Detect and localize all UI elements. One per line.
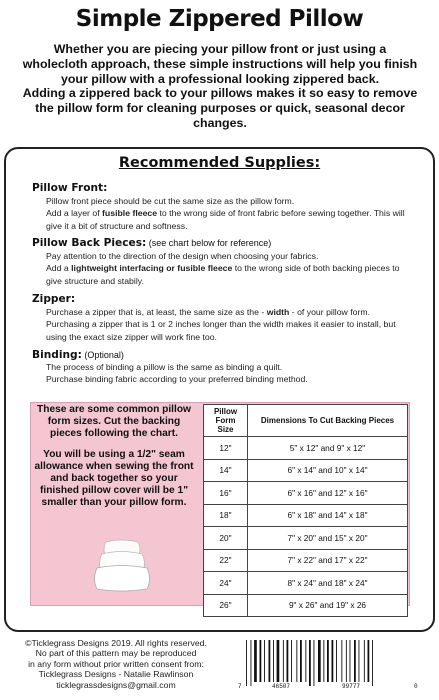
barcode-bar <box>254 640 257 682</box>
barcode-bar <box>291 640 292 682</box>
copyright-line-3: in any form without prior written consent from: <box>28 658 204 669</box>
table-row <box>204 549 408 572</box>
barcode-image <box>238 640 422 692</box>
cell-size: 18" <box>204 504 248 527</box>
cell-size: 16" <box>204 482 248 505</box>
barcode-bar <box>309 640 311 686</box>
table-row <box>204 437 408 460</box>
barcode-group-1: 46507 <box>272 683 291 690</box>
barcode-bar <box>323 640 324 682</box>
barcode-group-2: 99777 <box>342 683 361 690</box>
cell-dimensions: 7" x 20" and 15" x 20" <box>248 527 408 550</box>
copyright-line-4: Ticklegrass Designs - Natalie Rawlinson <box>38 669 194 680</box>
binding-body <box>46 361 416 386</box>
page-title: Simple Zippered Pillow <box>75 6 364 32</box>
chart-info-paragraph-2: You will be using a 1/2" seam allowance when sewing the front and back together so your finished pillow cover will be 1" smaller than your pillow form. <box>34 448 194 509</box>
copyright-line-1: ©Ticklegrass Designs 2019. All rights reserved. <box>25 638 207 648</box>
barcode-bar <box>350 640 351 682</box>
table-row <box>204 459 408 482</box>
supplies-title: Recommended Supplies: <box>118 155 321 171</box>
barcode-bar <box>251 640 252 686</box>
barcode-bar <box>318 640 321 682</box>
copyright-email: ticklegrassdesigns@gmail.com <box>56 679 176 690</box>
pillow-back-body <box>46 250 416 287</box>
barcode-bar <box>314 640 315 686</box>
barcode-bar <box>273 640 274 682</box>
pillow-front-line-2: Add a layer of fusible fleece to the wrong side of front fabric before sewing together. This will give it a bit of structure and softness. <box>46 208 405 231</box>
barcode-bar <box>364 640 365 682</box>
cell-size: 26" <box>204 594 248 617</box>
cell-dimensions: 6" x 18" and 14" x 18" <box>248 504 408 527</box>
barcode-bar <box>305 640 306 682</box>
barcode-bar <box>277 640 280 682</box>
barcode-bar <box>359 640 360 682</box>
barcode-bar <box>260 640 262 682</box>
cell-size: 22" <box>204 549 248 572</box>
table-row <box>204 527 408 550</box>
barcode-bar <box>327 640 329 682</box>
cell-size: 12" <box>204 437 248 460</box>
intro-paragraph-1: Whether you are piecing your pillow front or just using a wholecloth approach, these simple instructions will help you finish your pillow with a professional looking zippered back. <box>22 42 418 86</box>
barcode-right-digit: 0 <box>414 683 418 690</box>
zipper-line-1: Purchase a zipper that is, at least, the same size as the - width - of your pillow form. <box>46 307 370 317</box>
chart-info-paragraph-1: These are some common pillow form sizes. Cut the backing pieces following the chart. <box>37 404 191 440</box>
cell-dimensions: 7" x 22" and 17" x 22" <box>248 549 408 572</box>
copyright-notice <box>10 638 222 690</box>
cell-dimensions: 5" x 12" and 9" x 12" <box>248 437 408 460</box>
barcode-bar <box>287 640 289 682</box>
cell-dimensions: 6" x 16" and 12" x 16" <box>248 482 408 505</box>
pillow-forms-image <box>92 536 152 594</box>
barcode-left-digit: 7 <box>238 683 242 690</box>
cell-size: 20" <box>204 527 248 550</box>
table-row <box>204 504 408 527</box>
zipper-heading: Zipper: <box>32 293 76 305</box>
table-row <box>204 482 408 505</box>
pillow-back-heading: Pillow Back Pieces: (see chart below for reference) <box>32 237 272 249</box>
table-row <box>204 572 408 595</box>
pillow-back-line-1: Pay attention to the direction of the design when choosing your fabrics. <box>46 251 319 261</box>
header-pillow-form-size: Pillow Form Size <box>204 405 248 437</box>
chart-info-text <box>34 404 194 518</box>
intro-text <box>20 42 420 131</box>
cell-size: 14" <box>204 459 248 482</box>
barcode-bar <box>269 640 271 682</box>
barcode-bar <box>264 640 265 682</box>
barcode-bar <box>283 640 284 682</box>
barcode-bar <box>341 640 342 682</box>
cell-dimensions: 6" x 14" and 10" x 14" <box>248 459 408 482</box>
barcode-bar <box>332 640 334 682</box>
barcode-bar <box>336 640 337 682</box>
barcode-bar <box>296 640 297 682</box>
barcode-bar <box>354 640 356 682</box>
barcode-bar <box>300 640 302 682</box>
pillow-front-heading: Pillow Front: <box>32 182 108 194</box>
cell-size: 24" <box>204 572 248 595</box>
pillow-front-line-1: Pillow front piece should be cut the same size as the pillow form. <box>46 196 295 206</box>
zipper-line-2: Purchasing a zipper that is 1 or 2 inches longer than the width makes it easier to install, but using the exact size zipper will work fine too. <box>46 319 396 342</box>
cell-dimensions: 8" x 24" and 18" x 24" <box>248 572 408 595</box>
binding-line-1: The process of binding a pillow is the same as binding a quilt. <box>46 362 283 372</box>
barcode-bar <box>246 640 247 686</box>
barcode-bar <box>368 640 370 682</box>
pillow-front-body <box>46 195 416 232</box>
barcode-bar <box>372 640 373 686</box>
table-row <box>204 594 408 617</box>
pillow-back-line-2: Add a lightweight interfacing or fusible fleece to the wrong side of both backing pieces to give structure and stabily. <box>46 263 400 286</box>
intro-paragraph-2: Adding a zippered back to your pillows makes it so easy to remove the pillow form for cleaning purposes or quick, seasonal decor changes. <box>22 86 418 130</box>
binding-line-2: Purchase binding fabric according to your preferred binding method. <box>46 374 308 385</box>
cell-dimensions: 9" x 26" and 19" x 26 <box>248 594 408 617</box>
zipper-body <box>46 306 416 343</box>
barcode-bar <box>346 640 347 682</box>
copyright-line-2: No part of this pattern may be reproduced <box>35 648 197 659</box>
table-header-row <box>204 405 408 437</box>
backing-pieces-table <box>203 404 408 617</box>
header-dimensions: Dimensions To Cut Backing Pieces <box>248 405 408 437</box>
binding-heading: Binding: (Optional) <box>32 349 124 361</box>
